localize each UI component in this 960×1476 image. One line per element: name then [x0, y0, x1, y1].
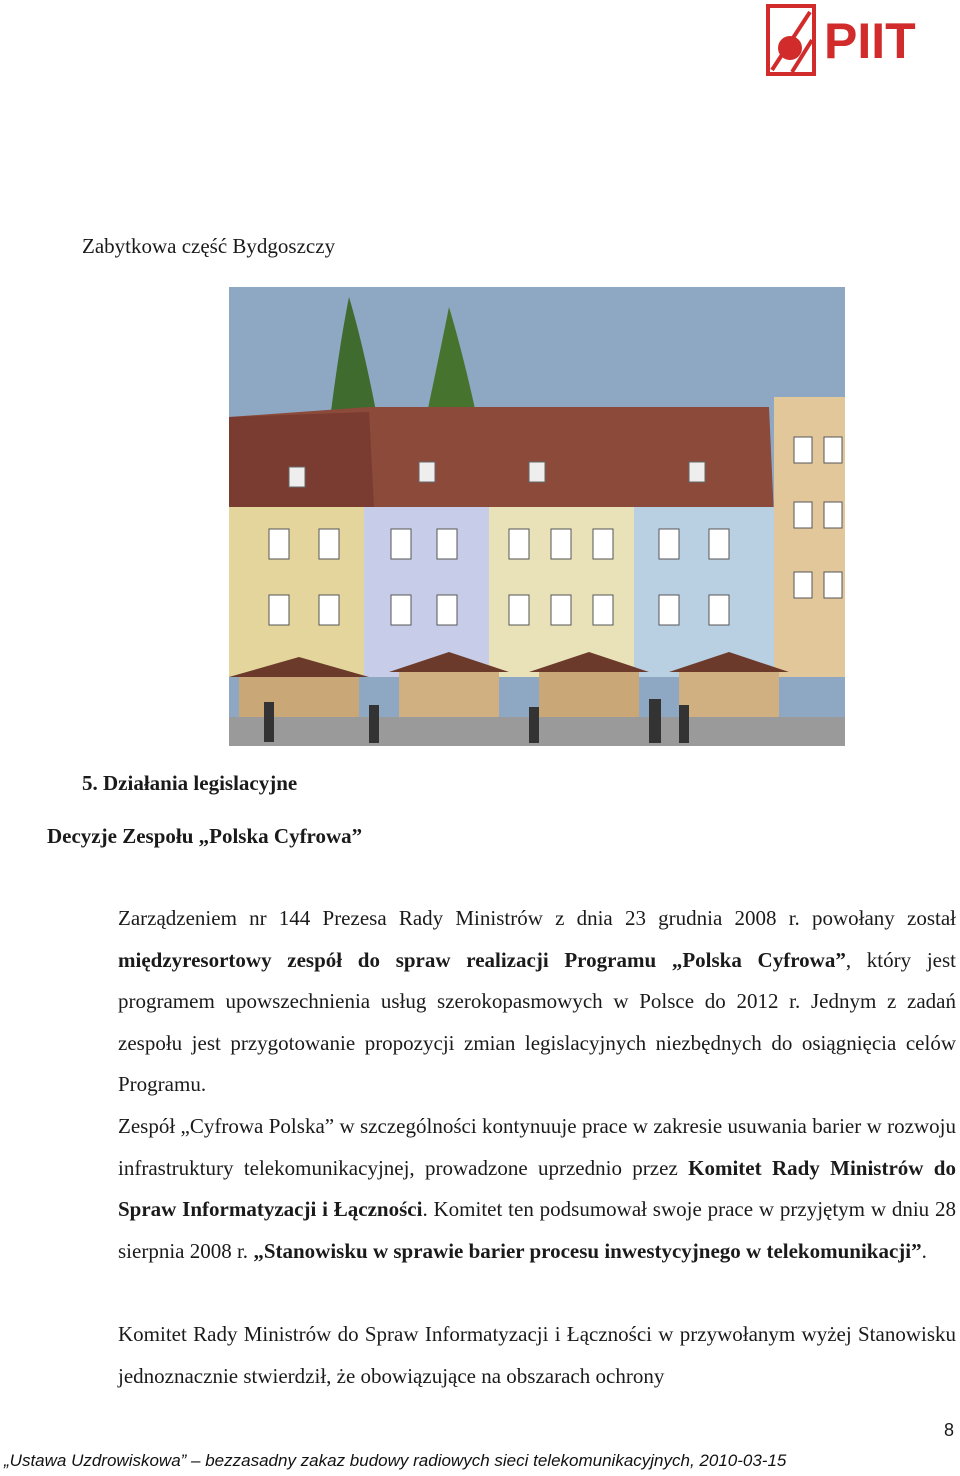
- page-footer: „Ustawa Uzdrowiskowa” – bezzasadny zakaz budowy radiowych sieci telekomunikacyjnych, 2010-03-15: [4, 1451, 787, 1470]
- paragraph-2-bold-stanowisko: „Stanowisku w sprawie barier procesu inwestycyjnego w telekomunikacji”: [253, 1238, 922, 1263]
- paragraph-2-text-a: Zespół „Cyfrowa Polska” w szczególności kontynuuje prace w zakresie usuwania barier w rozwoju infrastruktury telekomunikacyjnej, prowadzone uprzednio przez: [118, 1114, 956, 1180]
- paragraph-2-bold-committee: Komitet Rady Ministrów do Spraw Informatyzacji i Łączności: [118, 1155, 956, 1222]
- paragraph-2-text-e: .: [921, 1238, 927, 1263]
- logo-text: PIIT: [824, 13, 916, 69]
- paragraph-2-text-c: . Komitet ten podsumował swoje prace w przyjętym w dniu 28 sierpnia 2008 r.: [118, 1197, 956, 1263]
- paragraph-1-text-c: , który jest programem upowszechnienia usług szerokopasmowych w Polsce do 2012 r. Jednym z zadań zespołu jest przygotowanie propozycji zmian legislacyjnych niezbędnych do osiągnięcia celów Programu.: [118, 947, 956, 1097]
- photo-caption: Zabytkowa część Bydgoszczy: [82, 234, 336, 258]
- page-number: 8: [943, 1420, 954, 1440]
- paragraph-1-text-a: Zarządzeniem nr 144 Prezesa Rady Ministrów z dnia 23 grudnia 2008 r. powołany został: [118, 906, 956, 930]
- piit-logo: [762, 0, 960, 80]
- paragraph-3: Komitet Rady Ministrów do Spraw Informatyzacji i Łączności w przywołanym wyżej Stanowisku jednoznacznie stwierdził, że obowiązujące na obszarach ochrony: [118, 1322, 956, 1388]
- paragraph-2: [118, 1106, 956, 1272]
- subheading: Decyzje Zespołu „Polska Cyfrowa”: [47, 824, 363, 848]
- bydgoszcz-photo: [229, 287, 845, 746]
- paragraph-1: [118, 898, 956, 1106]
- section-heading: 5. Działania legislacyjne: [82, 771, 298, 795]
- paragraph-1-bold: międzyresortowy zespół do spraw realizacji Programu „Polska Cyfrowa”: [118, 947, 846, 972]
- logo-emblem-icon: [768, 6, 814, 74]
